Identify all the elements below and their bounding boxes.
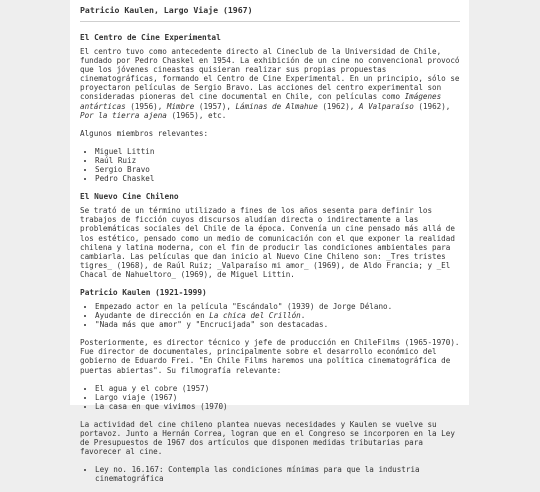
- list-item: [95, 302, 460, 311]
- film-title: Por la tierra ajena: [80, 110, 167, 120]
- text: .: [300, 311, 306, 321]
- section-patricio-kaulen: [80, 288, 460, 484]
- list-item: • Raúl Ruiz: [95, 156, 460, 165]
- film-title: Láminas de Almahue: [235, 101, 318, 111]
- section-heading: Patricio Kaulen (1921-1999): [80, 287, 207, 297]
- text: El centro tuvo como antecedente directo al Cineclub de la Universidad de Chile, fundado por Pedro Chaskel en 1954. La exhibición de un cine no convencional provocó que los jóvenes cineastas quisieran realizar sus propias propuestas cinematográficas, formando el Centro de Cine Experimental. En un principio, sólo se proyectaron películas de Sergio Bravo. Las acciones del centro experimental son consideradas pioneras del cine documental en Chile, con películas como: [80, 47, 460, 102]
- members-list: [80, 147, 460, 183]
- career-list: [80, 302, 460, 329]
- text: (1965), etc.: [166, 110, 227, 120]
- list-item: • Miguel Littin: [95, 147, 460, 156]
- paragraph: Se trató de un término utilizado a fines de los años sesenta para definir los trabajos de ficción cuyos discursos aludían directa o indirectamente a las problemáticas sociales del Chile de la época. Convenía un cine pensado más allá de los estético, pensado como un medio de comunicación con el que exponer la realidad chilena y latina moderna, con el fin de producir las condiciones ambientales para cambiarla. Las películas que dan inicio al Nuevo Cine Chileno son: _Tres tristes tigres_ (1968), de Raúl Ruiz; _Valparaíso mi amor_ (1969), de Aldo Francia; y _El Chacal de Nahueltoro_ (1969), de Miguel Littin.: [80, 206, 455, 279]
- section-centro-cine-experimental: [80, 33, 460, 183]
- text: (1956),: [125, 101, 167, 111]
- list-item: • La casa en que vivimos (1970): [95, 402, 460, 411]
- document-content: [80, 5, 460, 492]
- list-item: [95, 311, 460, 320]
- section-heading: El Nuevo Cine Chileno: [80, 192, 179, 202]
- page-title: Patricio Kaulen, Largo Viaje (1967): [80, 5, 253, 15]
- film-title: La chica del Crillón: [209, 311, 301, 321]
- paragraph: La actividad del cine chileno plantea nuevas necesidades y Kaulen se vuelve su portavoz. Junto a Hernán Correa, logran que en el Congreso se incorporen en la Ley de Presupuestos de 1967 dos artículos que disponen medidas tributarias para favorecer al cine.: [80, 419, 455, 457]
- list-item: • Largo viaje (1967): [95, 393, 460, 402]
- list-item: • Sergio Bravo: [95, 165, 460, 174]
- list-item: [95, 320, 460, 329]
- filmography-list: [80, 384, 460, 411]
- text: (1962),: [317, 101, 359, 111]
- text: Ayudante de dirección en: [95, 311, 210, 321]
- document-page: [70, 0, 469, 484]
- title-divider: [80, 21, 460, 22]
- text: (1962),: [413, 101, 451, 111]
- list-item: • Pedro Chaskel: [95, 174, 460, 183]
- list-item: • Ley no. 16.167: Contempla las condiciones mínimas para que la industria cinematográfica: [95, 465, 460, 483]
- section-nuevo-cine-chileno: [80, 192, 460, 279]
- paragraph: Posteriormente, es director técnico y jefe de producción en ChileFilms (1965-1970). Fue director de documentales, principalmente sobre el desarrollo económico del gobierno de Eduardo Frei. "En Chile Films haremos una política cinematográfica de puertas abiertas". Su filmografía relevante:: [80, 338, 460, 375]
- list-item: • El agua y el cobre (1957): [95, 384, 460, 393]
- film-title: Mimbre: [166, 101, 195, 111]
- paragraph: [80, 47, 460, 120]
- members-intro: Algunos miembros relevantes:: [80, 128, 209, 138]
- text: Empezado actor en la película "Escándalo" (1939) de Jorge Délano.: [95, 301, 393, 311]
- film-title: Imágenes antárticas: [80, 92, 442, 111]
- text: (1957),: [194, 101, 236, 111]
- text: "Nada más que amor" y "Encrucijada" son destacadas.: [95, 320, 329, 330]
- film-title: A Valparaíso: [358, 101, 414, 111]
- section-heading: El Centro de Cine Experimental: [80, 33, 221, 42]
- law-list: [80, 465, 460, 483]
